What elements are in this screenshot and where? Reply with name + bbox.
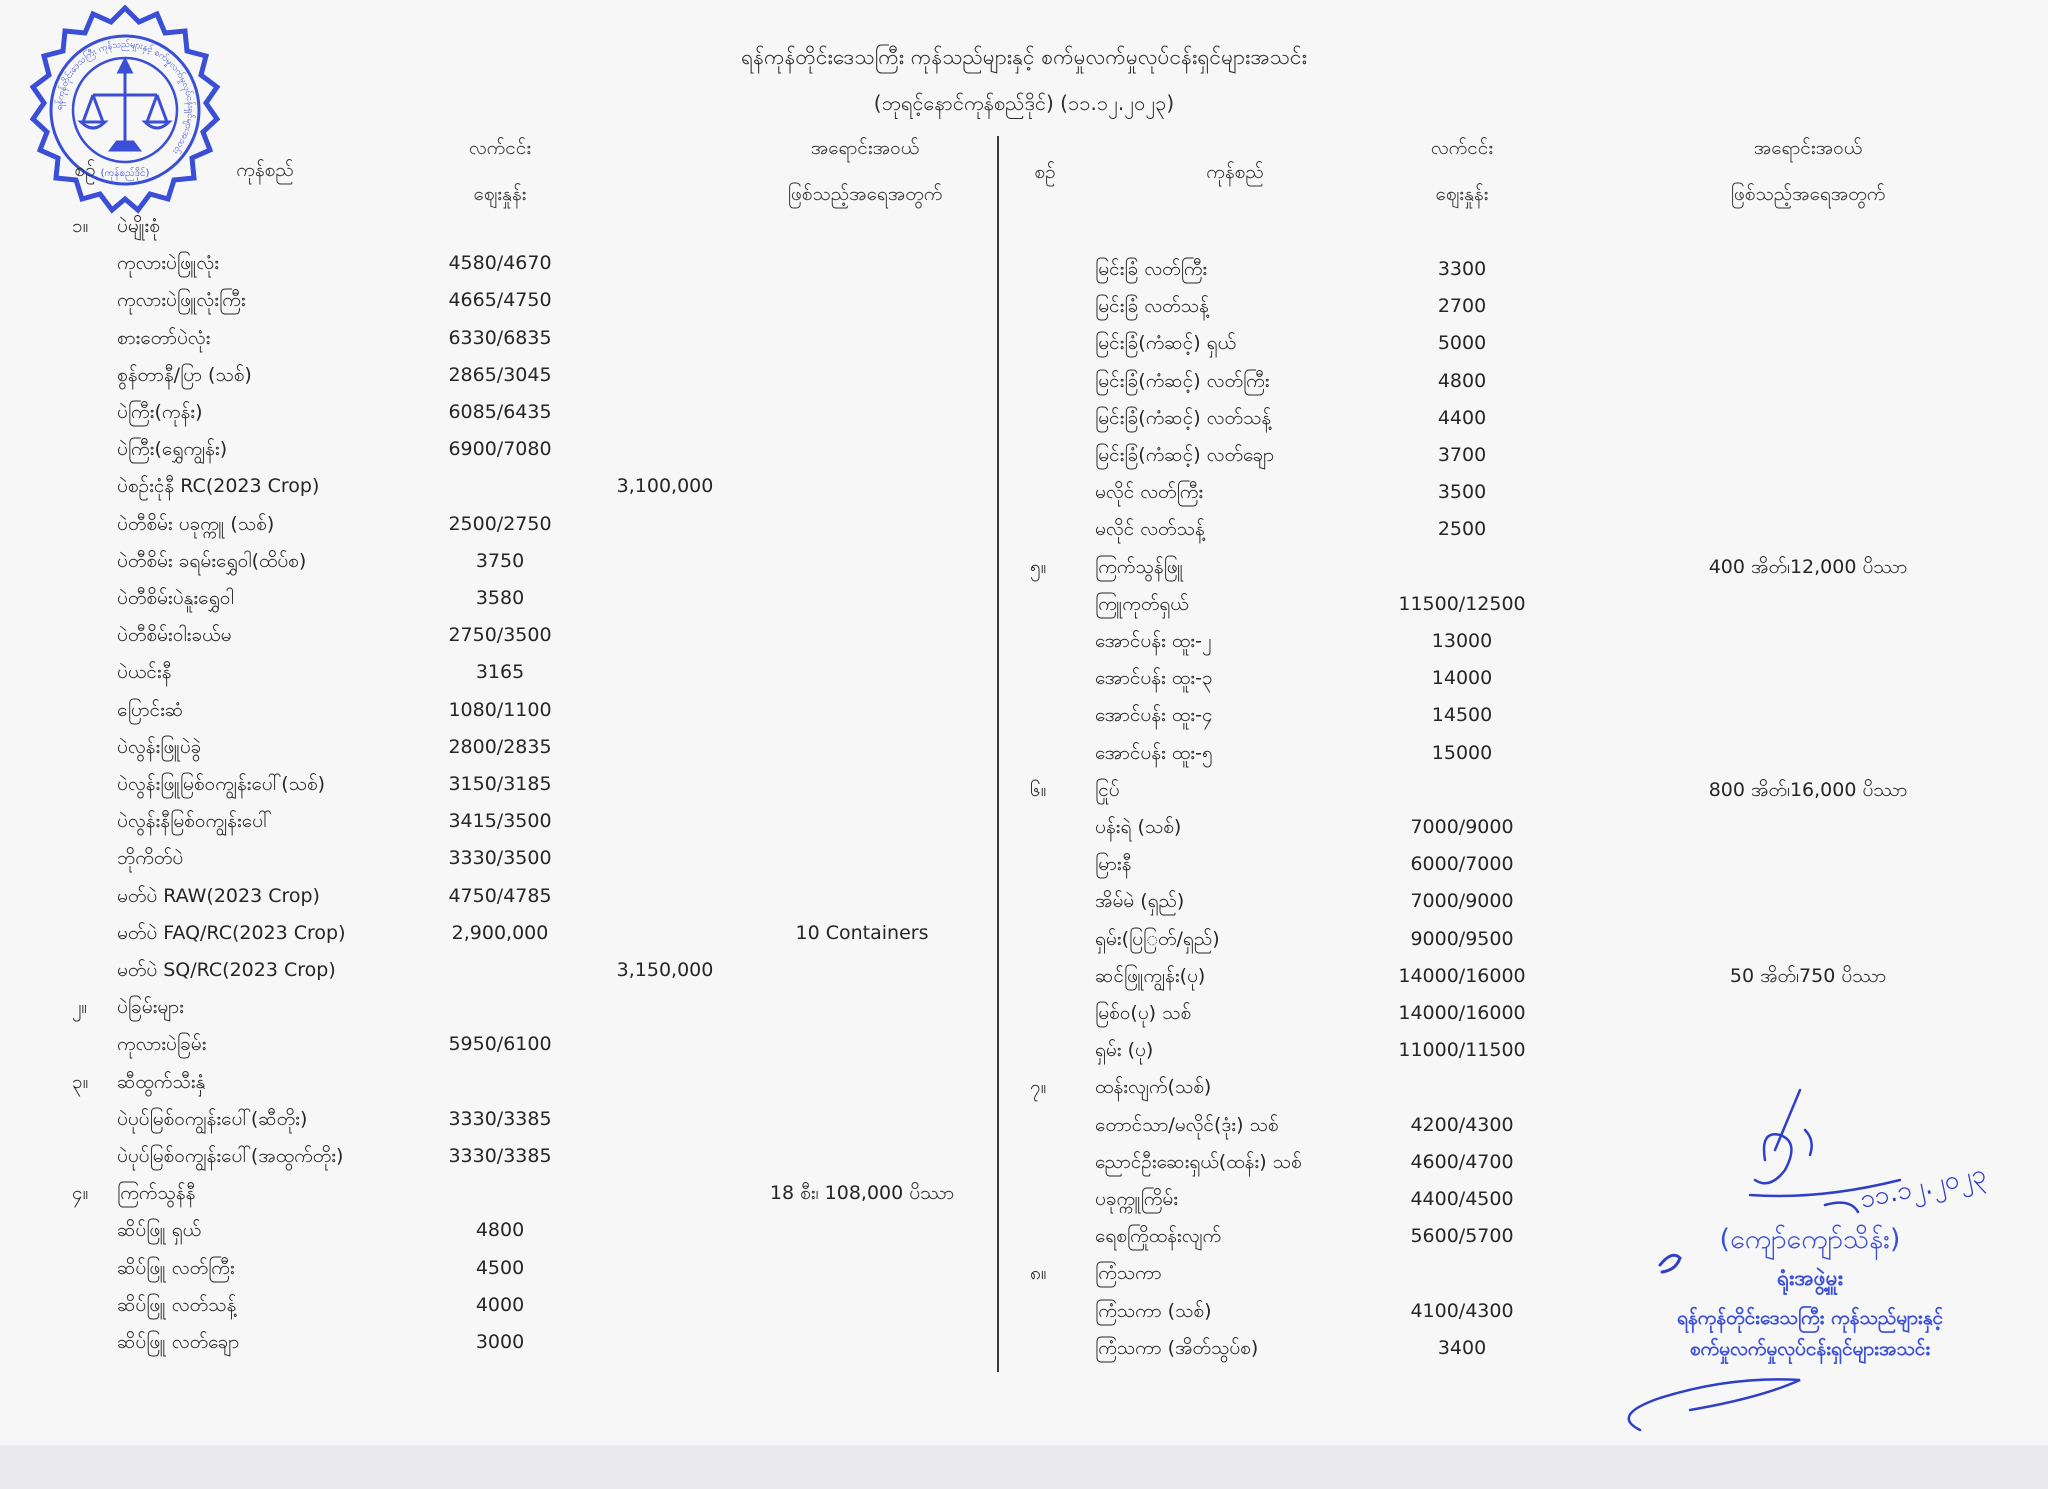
row-number: ၈။ (1030, 1262, 1047, 1285)
signatory-role: ရုံးအဖွဲ့မှူး (1777, 1266, 1843, 1290)
item-name: ပဲလွန်းဖြူမြစ်ဝကျွန်းပေါ်(သစ်) (117, 773, 326, 795)
spot-price: 6330/6835 (448, 326, 552, 349)
spot-price: 3700 (1437, 444, 1487, 466)
item-name: အောင်ပန်း ထူး-၃ (1095, 667, 1213, 690)
spot-price: 15000 (1431, 741, 1493, 764)
item-name: မြင်းခြံ လတ်ကြီး (1095, 258, 1208, 280)
seal-inner-text: (ကုန်စည်ဒိုင်) (100, 168, 150, 179)
spot-price: 5950/6100 (448, 1033, 552, 1056)
spot-price: 3750 (475, 549, 525, 572)
item-name: ကုလားပဲခြမ်း (117, 1033, 207, 1056)
spot-price: 3000 (475, 1331, 525, 1353)
item-name: ကြံသကာ (အိတ်သွပ်စ) (1095, 1336, 1259, 1359)
item-name: ကုလားပဲဖြူလုံး (117, 252, 220, 275)
item-name: ကြက်သွန်ဖြူ (1095, 555, 1184, 578)
right-header-price1: လက်ငင်း (1430, 137, 1494, 159)
item-name: ပဲတီစိမ်းပဲနူးရွှေဝါ (117, 587, 234, 609)
spot-price: 4800 (1437, 369, 1487, 392)
spot-price: 14500 (1431, 704, 1493, 727)
spot-price: 2700 (1437, 295, 1487, 318)
item-name: ပဲလွန်းဖြူပဲခွဲ (117, 735, 202, 758)
item-name: ထန်းလျက်(သစ်) (1095, 1076, 1212, 1099)
table-row (0, 810, 2048, 844)
item-name: ပဲတီစိမ်း ခရမ်းရွှေဝါ(ထိပ်စ) (117, 549, 307, 572)
spot-price: 2500/2750 (448, 512, 552, 535)
spot-price: 4100/4300 (1410, 1299, 1514, 1322)
spot-price: 9000/9500 (1410, 927, 1514, 950)
table-row (0, 847, 2048, 881)
item-name: မြင်းခြံ(ကံဆင့်) လတ်ကြီး (1095, 369, 1270, 392)
traded-quantity: 3,100,000 (616, 475, 714, 498)
spot-price: 4580/4670 (448, 252, 552, 275)
signatory-org-line1: ရန်ကုန်တိုင်းဒေသကြီး ကုန်သည်များနှင့် (1676, 1307, 1944, 1329)
traded-quantity: 18 စီး၊ 108,000 ပိဿာ (769, 1182, 955, 1205)
signatory-name: (ကျော်ကျော်သိန်း) (1719, 1224, 1901, 1255)
item-name: ကြံသကာ (သစ်) (1095, 1299, 1212, 1322)
item-name: ကြက်သွန်နီ (117, 1182, 196, 1205)
item-name: မတ်ပဲ FAQ/RC(2023 Crop) (117, 921, 346, 944)
left-header-extra2: ဖြစ်သည့်အရေအတွက် (787, 183, 943, 205)
item-name: ရေစကြိုထန်းလျက် (1095, 1225, 1222, 1248)
row-number: ၂။ (72, 996, 88, 1019)
left-header-extra1: အရောင်းအဝယ် (810, 137, 920, 159)
table-row (0, 550, 2048, 584)
item-name: ဆိပ်ဖြူ လတ်ကြီး (117, 1256, 235, 1279)
spot-price: 6000/7000 (1410, 853, 1514, 876)
traded-quantity: 400 အိတ်၊12,000 ပိဿာ (1708, 555, 1908, 578)
item-name: ပဲယင်းနီ (117, 661, 172, 684)
spot-price: 3330/3385 (448, 1107, 552, 1130)
traded-quantity: 800 အိတ်၊16,000 ပိဿာ (1708, 778, 1908, 801)
item-name: ရှမ်း(ပြြတ်/ရှည်) (1095, 927, 1220, 950)
item-name: ညောင်ဦးဆေးရှယ်(ထန်း) သစ် (1095, 1150, 1302, 1173)
item-name: မြင်းခြံ(ကံဆင့်) လတ်ချော (1095, 444, 1275, 466)
item-name: ပဲတီစိမ်းဝါးခယ်မ (117, 624, 232, 647)
item-name: ကြူကုတ်ရှယ် (1095, 592, 1189, 615)
spot-price: 3300 (1437, 258, 1487, 280)
item-name: မတ်ပဲ SQ/RC(2023 Crop) (117, 959, 336, 981)
table-row (0, 209, 2048, 243)
row-number: ၃။ (72, 1070, 89, 1093)
table-row (0, 624, 2048, 658)
left-header-item: ကုန်စည် (236, 159, 294, 181)
item-name: ဘိုကိတ်ပဲ (117, 847, 184, 870)
item-name: မြင်းခြံ လတ်သန့် (1095, 295, 1209, 318)
spot-price: 14000/16000 (1398, 964, 1526, 987)
traded-quantity: 10 Containers (795, 921, 929, 944)
scanner-edge (0, 1445, 2048, 1489)
spot-price: 11500/12500 (1398, 592, 1526, 615)
item-name: အောင်ပန်း ထူး-၂ (1095, 630, 1212, 652)
item-name: ငြုပ် (1095, 778, 1120, 801)
spot-price: 4800 (475, 1219, 525, 1242)
item-name: တောင်သာ/မလိုင်(ဒုံး) သစ် (1095, 1113, 1279, 1136)
row-number: ၇။ (1030, 1076, 1047, 1099)
table-row (0, 736, 2048, 770)
spot-price: 2750/3500 (448, 624, 552, 647)
spot-price: 11000/11500 (1398, 1039, 1526, 1062)
spot-price: 3330/3500 (448, 847, 552, 870)
right-header-item: ကုန်စည် (1206, 161, 1264, 183)
left-header-price1: လက်ငင်း (468, 137, 532, 159)
item-name: ဆီထွက်သီးနှံ (117, 1070, 206, 1093)
item-name: ပဲပုပ်မြစ်ဝကျွန်းပေါ်(ဆီတိုး) (117, 1107, 308, 1130)
spot-price: 4400 (1437, 406, 1487, 429)
spot-price: 3580 (475, 587, 525, 609)
right-header-num: စဉ် (1034, 161, 1056, 183)
spot-price: 14000 (1431, 667, 1493, 690)
item-name: ပဲခြမ်းများ (117, 996, 184, 1019)
spot-price: 4750/4785 (448, 884, 552, 907)
signature-date: ၁၁.၁၂.၂၀၂၃ (1857, 1158, 1989, 1215)
item-name: ကြံသကာ (1095, 1262, 1162, 1285)
table-row (0, 401, 2048, 435)
item-name: ပဲလွန်းနီမြစ်ဝကျွန်းပေါ် (117, 810, 272, 833)
item-name: ဆိပ်ဖြူ လတ်ချော (117, 1331, 240, 1353)
item-name: အောင်ပန်း ထူး-၅ (1095, 741, 1213, 764)
item-name: ပဲစဉ်းငုံနီ RC(2023 Crop) (117, 475, 320, 498)
item-name: ကုလားပဲဖြူလုံးကြီး (117, 289, 246, 312)
item-name: ပဲမျိုးစုံ (117, 215, 160, 237)
spot-price: 4200/4300 (1410, 1113, 1514, 1136)
item-name: မြစ်ဝ(ပု) သစ် (1095, 1002, 1192, 1024)
table-row (0, 587, 2048, 621)
item-name: မြားနီ (1095, 853, 1132, 876)
spot-price: 3415/3500 (448, 810, 552, 833)
row-number: ၅။ (1030, 555, 1047, 578)
traded-quantity: 50 အိတ်၊750 ပိဿာ (1729, 964, 1887, 987)
left-header-price2: ဈေးနှုန်း (473, 183, 527, 205)
table-row (0, 922, 2048, 956)
item-name: စွန်တာနီ/ပြာ (သစ်) (117, 363, 252, 386)
signatory-org-line2: စက်မှုလက်မှုလုပ်ငန်းရှင်များအသင်း (1689, 1338, 1931, 1360)
table-row (0, 773, 2048, 807)
right-header-price2: ဈေးနှုန်း (1435, 183, 1489, 205)
item-name: မလိုင် လတ်ကြီး (1095, 481, 1204, 504)
spot-price: 4400/4500 (1410, 1188, 1514, 1210)
spot-price: 4500 (475, 1256, 525, 1279)
item-name: ပန်းရဲ (သစ်) (1095, 816, 1182, 838)
spot-price: 14000/16000 (1398, 1002, 1526, 1024)
document-subtitle: (ဘုရင့်နောင်ကုန်စည်ဒိုင်) (၁၁.၁၂.၂၀၂၃) (873, 91, 1175, 115)
spot-price: 2,900,000 (451, 921, 549, 944)
spot-price: 4600/4700 (1410, 1150, 1514, 1173)
spot-price: 7000/9000 (1410, 890, 1514, 913)
item-name: ပြောင်းဆံ (117, 698, 184, 721)
table-row (0, 1033, 2048, 1067)
table-row (0, 326, 2048, 360)
table-row (0, 884, 2048, 918)
right-header-extra1: အရောင်းအဝယ် (1753, 137, 1863, 159)
item-name: ပဲတီစိမ်း ပခုက္ကူ (သစ်) (117, 512, 275, 535)
item-name: ပဲကြီး(ကုန်း) (117, 401, 203, 423)
spot-price: 2865/3045 (448, 363, 552, 386)
item-name: အောင်ပန်း ထူး-၄ (1095, 704, 1213, 727)
right-header-extra2: ဖြစ်သည့်အရေအတွက် (1730, 183, 1886, 205)
table-row (0, 289, 2048, 323)
row-number: ၁။ (72, 215, 89, 237)
item-name: ဆိပ်ဖြူ ရှယ် (117, 1219, 202, 1242)
row-number: ၄။ (72, 1182, 89, 1205)
table-row (0, 475, 2048, 509)
item-name: မြင်းခြံ(ကံဆင့်) လတ်သန့် (1095, 406, 1272, 429)
spot-price: 5000 (1437, 332, 1487, 355)
spot-price: 7000/9000 (1410, 816, 1514, 838)
spot-price: 2800/2835 (448, 735, 552, 758)
association-seal (5, 0, 245, 240)
item-name: ပဲပုပ်မြစ်ဝကျွန်းပေါ်(အထွက်တိုး) (117, 1145, 344, 1167)
spot-price: 1080/1100 (448, 698, 552, 721)
row-number: ၆။ (1030, 778, 1047, 801)
item-name: အိမ်မဲ (ရှည်) (1095, 890, 1185, 913)
table-row (0, 512, 2048, 546)
table-row (0, 698, 2048, 732)
item-name: ဆင်ဖြူကျွန်း(ပု) (1095, 964, 1206, 987)
left-header-num: စဉ် (74, 159, 96, 181)
item-name: ပဲကြီး(ရွှေကျွန်း) (117, 438, 228, 461)
table-row (0, 959, 2048, 993)
spot-price: 3500 (1437, 481, 1487, 504)
table-row (0, 996, 2048, 1030)
spot-price: 4665/4750 (448, 289, 552, 312)
item-name: မလိုင် လတ်သန့် (1095, 518, 1205, 541)
spot-price: 4000 (475, 1293, 525, 1316)
item-name: ဆိပ်ဖြူ လတ်သန့် (117, 1293, 237, 1316)
spot-price: 3400 (1437, 1336, 1487, 1359)
spot-price: 3150/3185 (448, 773, 552, 795)
item-name: မြင်းခြံ(ကံဆင့်) ရှယ် (1095, 332, 1237, 355)
spot-price: 3165 (475, 661, 525, 684)
spot-price: 5600/5700 (1410, 1225, 1514, 1248)
table-row (0, 661, 2048, 695)
seal-ring-text: ရန်ကုန်တိုင်းဒေသကြီး ကုန်သည်များနှင့် စက်မှုလက်မှုလုပ်ငန်းရှင်များအသင်း (54, 39, 196, 156)
item-name: ပခုက္ကူကြိမ်း (1095, 1188, 1179, 1210)
item-name: စားတော်ပဲလုံး (117, 326, 211, 349)
spot-price: 6900/7080 (448, 438, 552, 461)
table-row (0, 364, 2048, 398)
spot-price: 6085/6435 (448, 401, 552, 423)
document-title: ရန်ကုန်တိုင်းဒေသကြီး ကုန်သည်များနှင့် စက်မှုလက်မှုလုပ်ငန်းရှင်များအသင်း (741, 45, 1307, 69)
spot-price: 2500 (1437, 518, 1487, 541)
traded-quantity: 3,150,000 (616, 959, 714, 981)
spot-price: 3330/3385 (448, 1145, 552, 1167)
spot-price: 13000 (1431, 630, 1493, 652)
item-name: ရှမ်း (ပု) (1095, 1039, 1154, 1062)
table-row (0, 252, 2048, 286)
table-row (0, 438, 2048, 472)
item-name: မတ်ပဲ RAW(2023 Crop) (117, 884, 320, 907)
